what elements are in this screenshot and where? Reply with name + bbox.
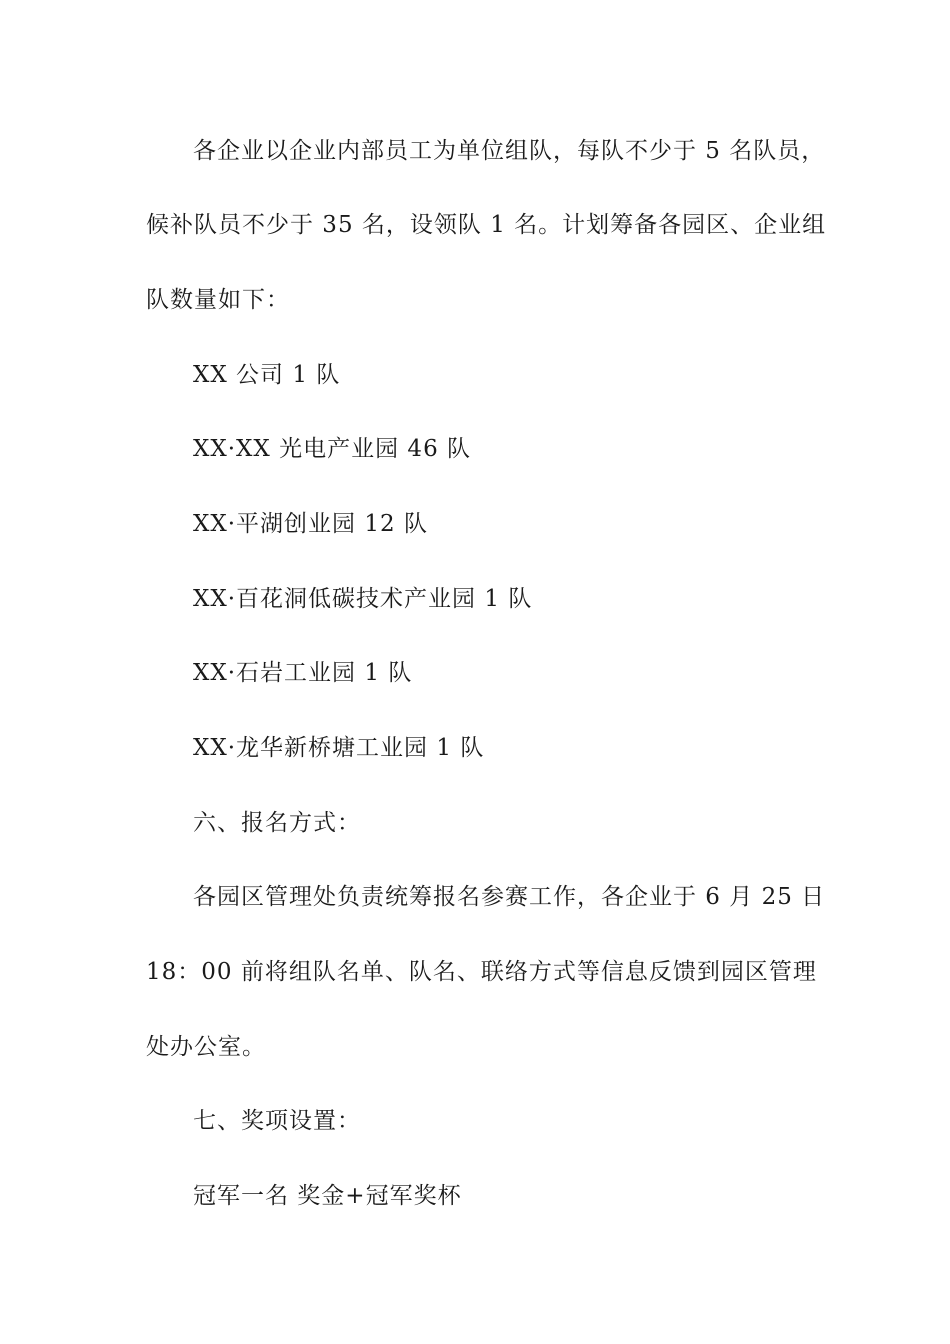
paragraph-registration-line-2: 18：00 前将组队名单、队名、联络方式等信息反馈到园区管理 bbox=[146, 959, 817, 985]
paragraph-team-rules-line-3: 队数量如下： bbox=[146, 287, 290, 313]
team-list-item: XX·XX 光电产业园 46 队 bbox=[193, 436, 472, 462]
paragraph-registration-line-3: 处办公室。 bbox=[146, 1034, 266, 1060]
section-heading-awards: 七、奖项设置： bbox=[193, 1108, 361, 1134]
paragraph-team-rules-line-2: 候补队员不少于 35 名，设领队 1 名。计划筹备各园区、企业组 bbox=[146, 212, 827, 238]
team-list-item: XX·石岩工业园 1 队 bbox=[193, 660, 413, 686]
team-list-item: XX·龙华新桥塘工业园 1 队 bbox=[193, 735, 485, 761]
paragraph-team-rules-line-1: 各企业以企业内部员工为单位组队，每队不少于 5 名队员， bbox=[193, 138, 826, 164]
team-list-item: XX·百花洞低碳技术产业园 1 队 bbox=[193, 586, 533, 612]
award-item: 冠军一名 奖金+冠军奖杯 bbox=[193, 1183, 462, 1209]
paragraph-registration-line-1: 各园区管理处负责统筹报名参赛工作，各企业于 6 月 25 日 bbox=[193, 884, 826, 910]
section-heading-registration: 六、报名方式： bbox=[193, 810, 361, 836]
team-list-item: XX 公司 1 队 bbox=[193, 362, 341, 388]
team-list-item: XX·平湖创业园 12 队 bbox=[193, 511, 428, 537]
